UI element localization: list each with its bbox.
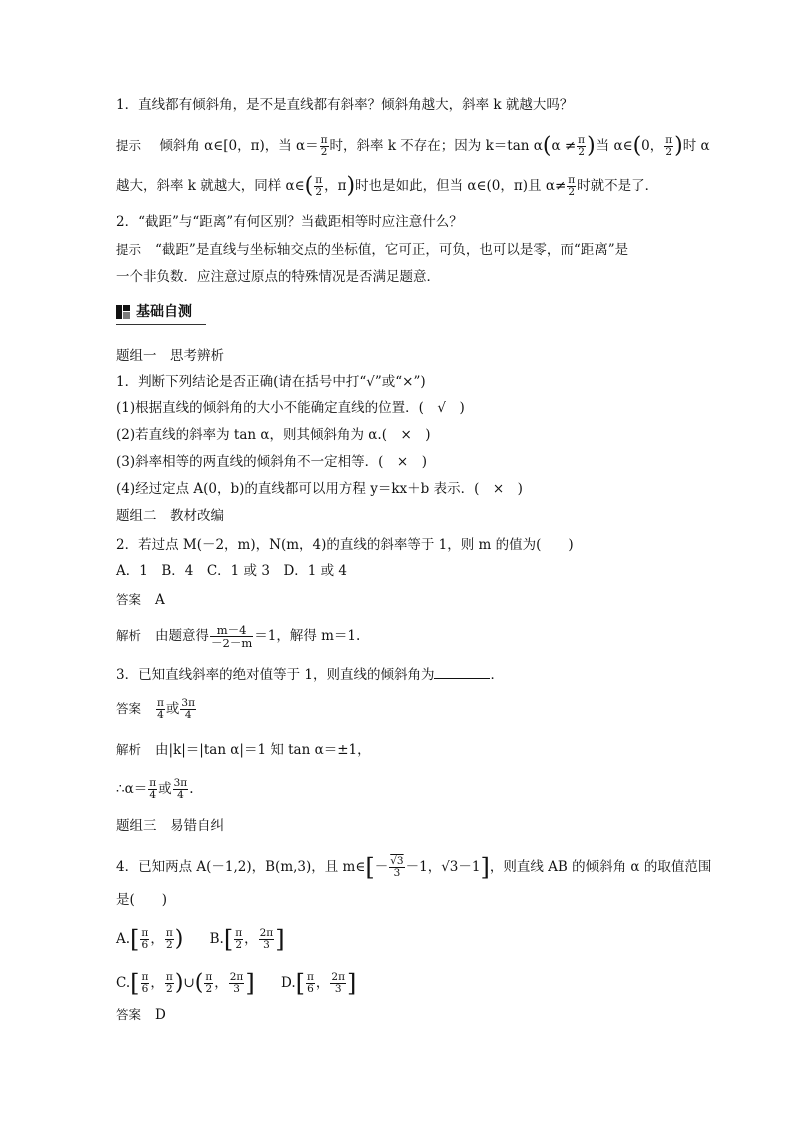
group3-question: 4．已知两点 A(－1,2)，B(m,3)，且 m∈[－ $\frac{√3}{3}$ －1，√3－1]，则直线 AB 的倾斜角 α 的取值范围	[116, 853, 712, 882]
option-c: C.[ $\frac{\pi}{6}$ ， $\frac{\pi}{2}$ )∪( $\frac{\pi}{2}$ ， $\frac{2\pi}{3}$ ]	[116, 969, 255, 998]
group2-title: 题组二 教材改编	[116, 508, 224, 524]
group1-item-4: (4)经过定点 A(0，b)的直线都可以用方程 y＝kx＋b 表示．( × )	[116, 481, 523, 497]
section-title: 基础自测	[136, 304, 192, 320]
group1-question: 1．判断下列结论是否正确(请在括号中打“√”或“×”)	[116, 374, 426, 390]
answer-blank	[434, 664, 490, 679]
fraction-pi-over-2: $\frac{\pi}{2}$	[578, 134, 586, 158]
q1-question: 1．直线都有倾斜角，是不是直线都有斜率？倾斜角越大，斜率 k 就越大吗？	[116, 97, 574, 113]
fraction-3pi-over-4: $\frac{3\pi}{4}$	[181, 697, 196, 721]
group1-title: 题组一 思考辨析	[116, 348, 224, 364]
group1-item-1: (1)根据直线的倾斜角的大小不能确定直线的位置．( √ )	[116, 400, 465, 416]
group2-question: 2．若过点 M(－2，m)，N(m，4)的直线的斜率等于 1，则 m 的值为( )	[116, 537, 574, 553]
q1-hint-line1: 提示 倾斜角 α∈[0，π)，当 α＝ $\frac{\pi}{2}$ 时，斜率 k 不存在；因为 k＝tan α(α ≠ $\frac{\pi}{2}$ )当 α∈(0， $\frac{\pi}{2}$ )时 α	[116, 133, 710, 159]
option-a: A.[ $\frac{\pi}{6}$ ， $\frac{\pi}{2}$ )	[116, 925, 184, 954]
q3-analysis: 解析 由|k|＝|tan α|＝1 知 tan α＝±1，	[116, 742, 371, 758]
group1-item-2: (2)若直线的斜率为 tan α，则其倾斜角为 α.( × )	[116, 427, 431, 443]
fraction-pi-over-2: $\frac{\pi}{2}$	[315, 174, 323, 198]
q2-hint-line1: 提示 “截距”是直线与坐标轴交点的坐标值，它可正，可负，也可以是零，而“距离”是	[116, 242, 629, 258]
fraction-pi-over-2: $\frac{\pi}{2}$	[568, 174, 576, 198]
section-header	[116, 302, 206, 325]
fraction-pi-over-4: $\frac{\pi}{4}$	[149, 777, 157, 801]
fraction-pi-over-2: $\frac{\pi}{2}$	[320, 134, 328, 158]
fraction-pi-over-2: $\frac{\pi}{2}$	[665, 134, 673, 158]
q3-question: 3．已知直线斜率的绝对值等于 1，则直线的倾斜角为 ．	[116, 664, 684, 685]
group2-answer: 答案 A	[116, 592, 165, 608]
q3-conclusion: ∴α＝ $\frac{\pi}{4}$ 或 $\frac{3\pi}{4}$ .	[116, 777, 194, 801]
fraction-pi-over-4: $\frac{\pi}{4}$	[157, 697, 164, 721]
group3-title: 题组三 易错自纠	[116, 818, 224, 834]
q2-hint-line2: 一个非负数．应注意过原点的特殊情况是否满足题意．	[116, 269, 440, 285]
hint-label: 提示	[116, 138, 142, 153]
q3-answer: 答案 $\frac{\pi}{4}$ 或 $\frac{3\pi}{4}$	[116, 697, 196, 721]
group3-question-line2: 是( )	[116, 892, 168, 908]
q2-question: 2．“截距”与“距离”有何区别？当截距相等时应注意什么？	[116, 214, 463, 230]
fraction-3pi-over-4: $\frac{3\pi}{4}$	[173, 777, 188, 801]
fraction-slope: $\frac{m-4}{-2-m}$	[211, 623, 253, 650]
group3-options-cd	[116, 969, 684, 998]
option-d: D.[ $\frac{\pi}{6}$ ， $\frac{2\pi}{3}$ ]	[281, 969, 357, 998]
group1-item-3: (3)斜率相等的两直线的倾斜角不一定相等．( × )	[116, 454, 427, 470]
option-b: B.[ $\frac{\pi}{2}$ ， $\frac{2\pi}{3}$ ]	[209, 925, 285, 954]
group2-analysis: 解析 由题意得 $\frac{m-4}{-2-m}$ ＝1，解得 m＝1.	[116, 623, 361, 650]
section-block-icon	[116, 305, 130, 319]
group3-options-ab	[116, 925, 684, 954]
fraction-sqrt3-over-3: $\frac{√3}{3}$	[390, 855, 404, 879]
group2-options: A．1 B．4 C．1 或 3 D．1 或 4	[116, 563, 348, 579]
q1-hint-line2: 越大，斜率 k 就越大，同样 α∈( $\frac{\pi}{2}$ ，π)时也是如此，但当 α∈(0，π)且 α≠ $\frac{\pi}{2}$ 时就不是了．	[116, 173, 659, 199]
hint-label: 提示	[116, 242, 142, 257]
group3-answer: 答案 D	[116, 1007, 166, 1023]
